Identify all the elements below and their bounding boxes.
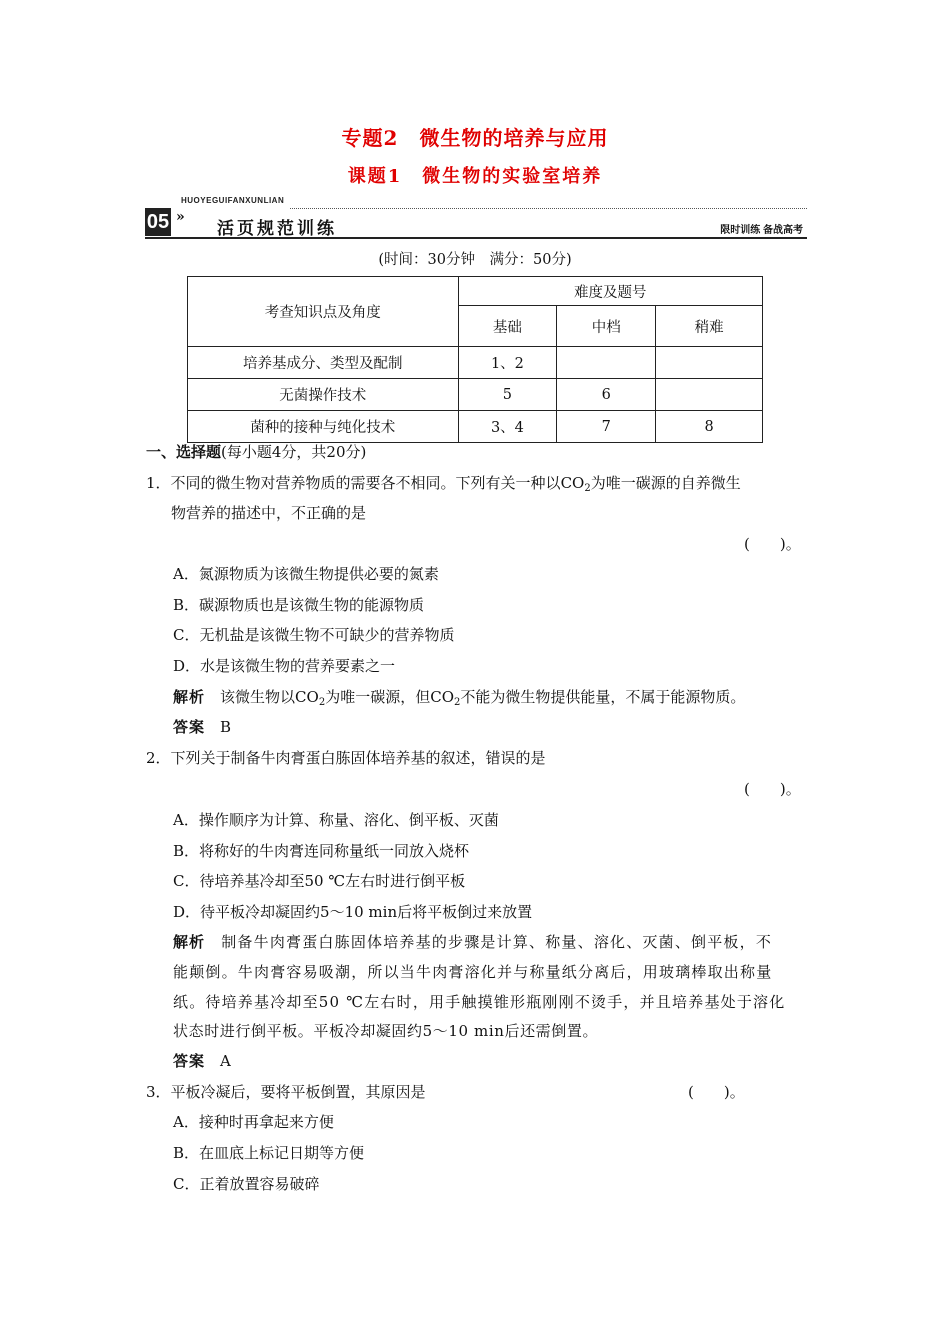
banner-name: 活页规范训练 bbox=[217, 219, 337, 238]
question-text: 不同的微生物对营养物质的需要各不相同。下列有关一种以 bbox=[170, 474, 561, 492]
option-d: D．水是该微生物的营养要素之一 bbox=[173, 657, 396, 675]
formula-co2: CO bbox=[560, 474, 585, 492]
table-header-row bbox=[188, 277, 763, 306]
banner-pinyin: HUOYEGUIFANXUNLIAN bbox=[181, 196, 285, 205]
question-text: 平板冷凝后，要将平板倒置，其原因是 bbox=[170, 1083, 426, 1101]
answer-2 bbox=[173, 1050, 231, 1071]
table-cell-topic: 培养基成分、类型及配制 bbox=[188, 347, 459, 379]
table-row bbox=[188, 379, 763, 411]
subscript: 2 bbox=[584, 483, 591, 494]
table-cell-topic: 无菌操作技术 bbox=[188, 379, 459, 411]
table-header-topic: 考查知识点及角度 bbox=[188, 277, 459, 347]
question-1-line-2: 物营养的描述中，不正确的是 bbox=[171, 504, 367, 522]
analysis-text: 不能为微生物提供能量，不属于能源物质。 bbox=[460, 688, 746, 706]
section-banner bbox=[145, 196, 807, 240]
section-title: 一、选择题 bbox=[146, 443, 222, 461]
answer-value: A bbox=[220, 1052, 231, 1070]
option-b: B．在皿底上标记日期等方便 bbox=[173, 1144, 365, 1162]
analysis-2-line-4: 状态时进行倒平板。平板冷却凝固约5～10 min后还需倒置。 bbox=[173, 1022, 599, 1040]
section-heading bbox=[146, 441, 366, 462]
section-note: (每小题4分，共20分) bbox=[221, 443, 367, 461]
question-number: 2． bbox=[146, 749, 171, 767]
answer-value: B bbox=[220, 718, 232, 736]
table-cell-mid bbox=[557, 347, 656, 379]
banner-underline bbox=[145, 237, 807, 239]
option-a: A．操作顺序为计算、称量、溶化、倒平板、灭菌 bbox=[173, 811, 499, 829]
level-basic: 基础 bbox=[458, 306, 557, 347]
knowledge-table bbox=[187, 276, 763, 443]
double-arrow-icon: » bbox=[176, 209, 185, 225]
table-cell-basic: 3、4 bbox=[458, 411, 557, 443]
formula-co2: CO bbox=[295, 688, 319, 706]
table-row bbox=[188, 347, 763, 379]
option-b: B．碳源物质也是该微生物的能源物质 bbox=[173, 596, 425, 614]
banner-dotted-line bbox=[290, 208, 807, 209]
table-cell-hard: 8 bbox=[656, 411, 763, 443]
answer-label: 答案 bbox=[173, 1052, 206, 1070]
analysis-text: 为唯一碳源，但 bbox=[325, 688, 431, 706]
page-subtitle: 课题1 微生物的实验室培养 bbox=[347, 166, 603, 187]
analysis-1 bbox=[173, 686, 745, 708]
level-hard: 稍难 bbox=[656, 306, 763, 347]
analysis-2-line-2: 能颠倒。牛肉膏容易吸潮，所以当牛肉膏溶化并与称量纸分离后，用玻璃棒取出称量 bbox=[173, 963, 773, 981]
time-info: (时间：30分钟 满分：50分) bbox=[378, 252, 572, 268]
option-c: C．无机盐是该微生物不可缺少的营养物质 bbox=[173, 626, 455, 644]
answer-paren: ( )。 bbox=[744, 780, 801, 798]
question-2-line-1 bbox=[146, 747, 546, 768]
question-number: 1． bbox=[146, 474, 171, 492]
option-c: C．待培养基冷却至50 ℃左右时进行倒平板 bbox=[173, 872, 466, 890]
option-a: A．接种时再拿起来方便 bbox=[173, 1113, 334, 1131]
analysis-text: 制备牛肉膏蛋白胨固体培养基的步骤是计算、称量、溶化、灭菌、倒平板，不 bbox=[221, 933, 773, 951]
table-cell-hard bbox=[656, 347, 763, 379]
question-3-line-1 bbox=[146, 1081, 426, 1102]
table-cell-hard bbox=[656, 379, 763, 411]
table-row bbox=[188, 411, 763, 443]
table-cell-mid: 7 bbox=[557, 411, 656, 443]
answer-label: 答案 bbox=[173, 718, 206, 736]
banner-right-text: 限时训练 备战高考 bbox=[720, 225, 803, 236]
question-1-line-1 bbox=[146, 472, 741, 494]
analysis-label: 解析 bbox=[173, 688, 206, 706]
option-d: D．待平板冷却凝固约5～10 min后将平板倒过来放置 bbox=[173, 903, 533, 921]
analysis-2-line-1 bbox=[173, 931, 772, 952]
formula-co2: CO bbox=[430, 688, 454, 706]
subscript: 2 bbox=[318, 697, 326, 708]
answer-paren: ( )。 bbox=[688, 1083, 745, 1101]
option-c: C．正着放置容易破碎 bbox=[173, 1175, 320, 1193]
page-title: 专题2 微生物的培养与应用 bbox=[341, 126, 609, 150]
table-cell-basic: 5 bbox=[458, 379, 557, 411]
analysis-2-line-3: 纸。待培养基冷却至50 ℃左右时，用手触摸锥形瓶刚刚不烫手，并且培养基处于溶化 bbox=[173, 993, 786, 1011]
subscript: 2 bbox=[454, 697, 461, 708]
answer-paren: ( )。 bbox=[744, 535, 801, 553]
answer-1 bbox=[173, 716, 231, 737]
analysis-text: 该微生物以 bbox=[220, 688, 296, 706]
table-cell-basic: 1、2 bbox=[458, 347, 557, 379]
level-mid: 中档 bbox=[557, 306, 656, 347]
banner-number: 05 bbox=[145, 208, 171, 236]
question-number: 3． bbox=[146, 1083, 171, 1101]
question-text: 为唯一碳源的自养微生 bbox=[590, 474, 741, 492]
table-cell-mid: 6 bbox=[557, 379, 656, 411]
option-b: B．将称好的牛肉膏连同称量纸一同放入烧杯 bbox=[173, 842, 470, 860]
analysis-label: 解析 bbox=[173, 933, 206, 951]
table-cell-topic: 菌种的接种与纯化技术 bbox=[188, 411, 459, 443]
table-header-difficulty: 难度及题号 bbox=[458, 277, 763, 306]
question-text: 下列关于制备牛肉膏蛋白胨固体培养基的叙述，错误的是 bbox=[170, 749, 546, 767]
option-a: A．氮源物质为该微生物提供必要的氮素 bbox=[173, 565, 439, 583]
